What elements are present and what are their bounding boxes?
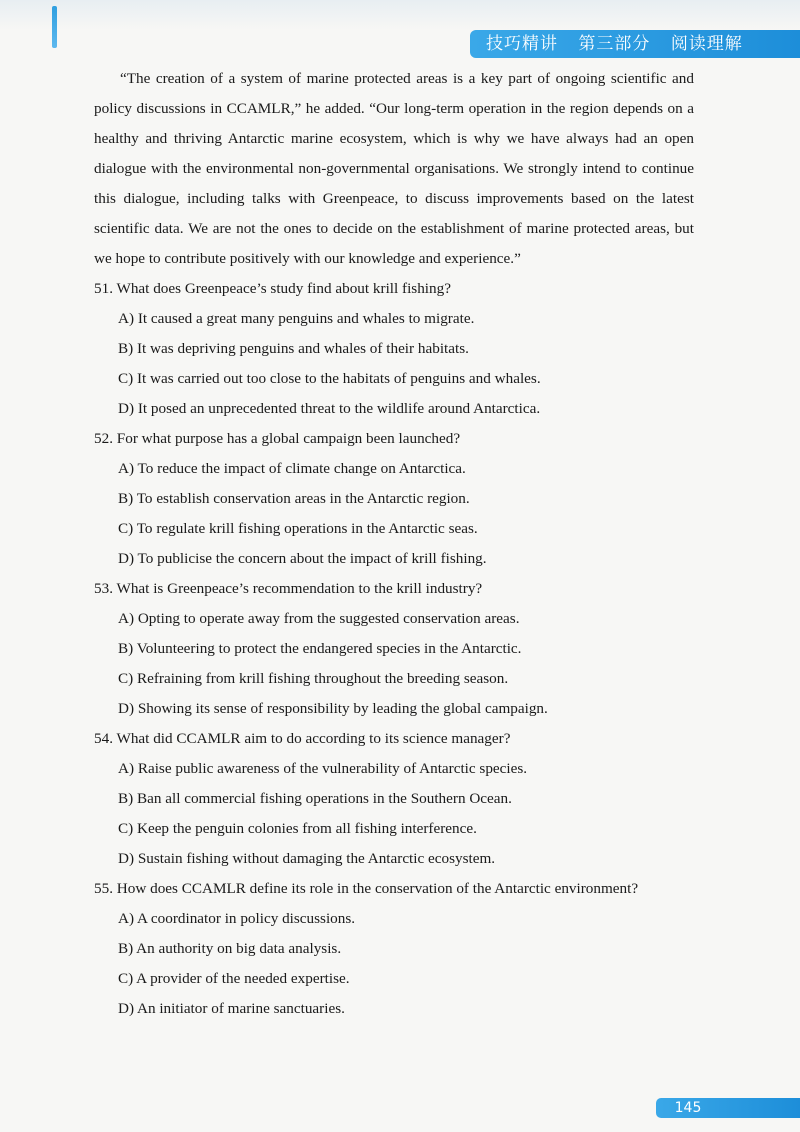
option-b: B) An authority on big data analysis. — [118, 940, 342, 957]
option-a: A) A coordinator in policy discussions. — [118, 910, 356, 927]
option-b: B) It was depriving penguins and whales of their habitats. — [118, 340, 469, 357]
option-a: A) Opting to operate away from the suggested conservation areas. — [118, 610, 520, 627]
question-stem: 55. How does CCAMLR define its role in the conservation of the Antarctic environment? — [94, 880, 639, 897]
option-a: A) Raise public awareness of the vulnerability of Antarctic species. — [118, 760, 528, 777]
page-content — [94, 64, 694, 1024]
corner-accent-mark — [52, 6, 57, 48]
option-b: B) Volunteering to protect the endangered species in the Antarctic. — [118, 640, 522, 657]
question-52 — [94, 424, 694, 574]
option-c: C) It was carried out too close to the habitats of penguins and whales. — [118, 370, 541, 387]
option-d: D) To publicise the concern about the impact of krill fishing. — [118, 550, 487, 567]
header-section-a: 技巧精讲 — [486, 34, 558, 54]
option-d: D) Showing its sense of responsibility by leading the global campaign. — [118, 700, 548, 717]
option-d: D) It posed an unprecedented threat to the wildlife around Antarctica. — [118, 400, 541, 417]
passage-paragraph: “The creation of a system of marine protected areas is a key part of ongoing scientific and policy discussions in CCAMLR,” he added. “Our long-term operation in the region depends on a healthy and thriving Antarctic marine ecosystem, which is why we have always had an open dialogue with the environmental non-governmental organisations. We strongly intend to continue this dialogue, including talks with Greenpeace, to discuss improvements based on the latest scientific data. We are not the ones to decide on the establishment of marine protected areas, but we hope to contribute positively with our knowledge and experience.” — [94, 70, 694, 267]
option-b: B) To establish conservation areas in the Antarctic region. — [118, 490, 470, 507]
option-a: A) To reduce the impact of climate change on Antarctica. — [118, 460, 466, 477]
question-54 — [94, 724, 694, 874]
option-b: B) Ban all commercial fishing operations in the Southern Ocean. — [118, 790, 512, 807]
option-d: D) Sustain fishing without damaging the Antarctic ecosystem. — [118, 850, 496, 867]
header-section-b: 第三部分 — [578, 34, 651, 54]
page-number: 145 — [674, 1100, 702, 1116]
option-c: C) Refraining from krill fishing throughout the breeding season. — [118, 670, 509, 687]
header-section-c: 阅读理解 — [670, 34, 743, 54]
question-53 — [94, 574, 694, 724]
question-55 — [94, 874, 694, 1024]
section-header — [486, 32, 757, 56]
question-stem: 52. For what purpose has a global campaign been launched? — [94, 430, 461, 447]
question-stem: 51. What does Greenpeace’s study find about krill fishing? — [94, 280, 451, 297]
question-stem: 53. What is Greenpeace’s recommendation to the krill industry? — [94, 580, 483, 597]
question-51 — [94, 274, 694, 424]
top-strip — [0, 0, 800, 30]
option-c: C) To regulate krill fishing operations in the Antarctic seas. — [118, 520, 478, 537]
option-c: C) Keep the penguin colonies from all fishing interference. — [118, 820, 477, 837]
option-c: C) A provider of the needed expertise. — [118, 970, 350, 987]
option-a: A) It caused a great many penguins and whales to migrate. — [118, 310, 475, 327]
question-stem: 54. What did CCAMLR aim to do according to its science manager? — [94, 730, 511, 747]
option-d: D) An initiator of marine sanctuaries. — [118, 1000, 345, 1017]
